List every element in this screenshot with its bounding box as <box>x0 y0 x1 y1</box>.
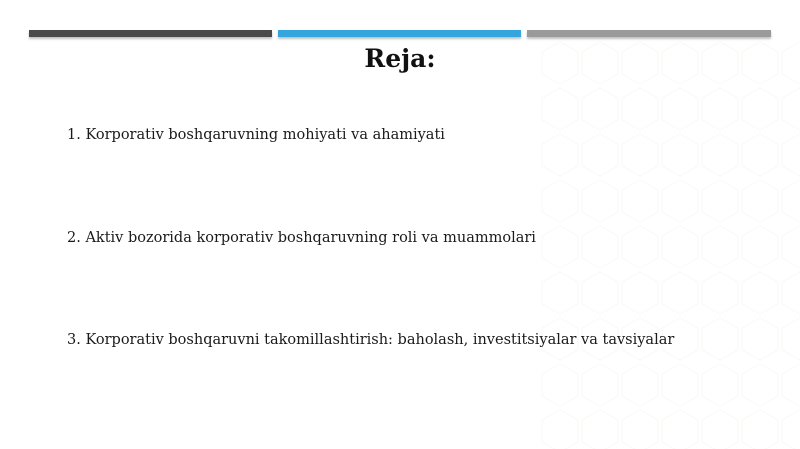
accent-bar-dark <box>29 30 272 37</box>
accent-bar-gray <box>527 30 771 37</box>
plan-item-3: 3. Korporativ boshqaruvni takomillashtirish: baholash, investitsiyalar va tavsiyalar <box>67 332 675 348</box>
background-pattern <box>540 40 800 449</box>
slide-title: Reja: <box>364 44 436 73</box>
accent-bar-blue <box>278 30 521 37</box>
plan-item-1: 1. Korporativ boshqaruvning mohiyati va ahamiyati <box>67 127 445 143</box>
header-accent-bars <box>29 30 771 38</box>
plan-item-2: 2. Aktiv bozorida korporativ boshqaruvning roli va muammolari <box>67 230 536 246</box>
